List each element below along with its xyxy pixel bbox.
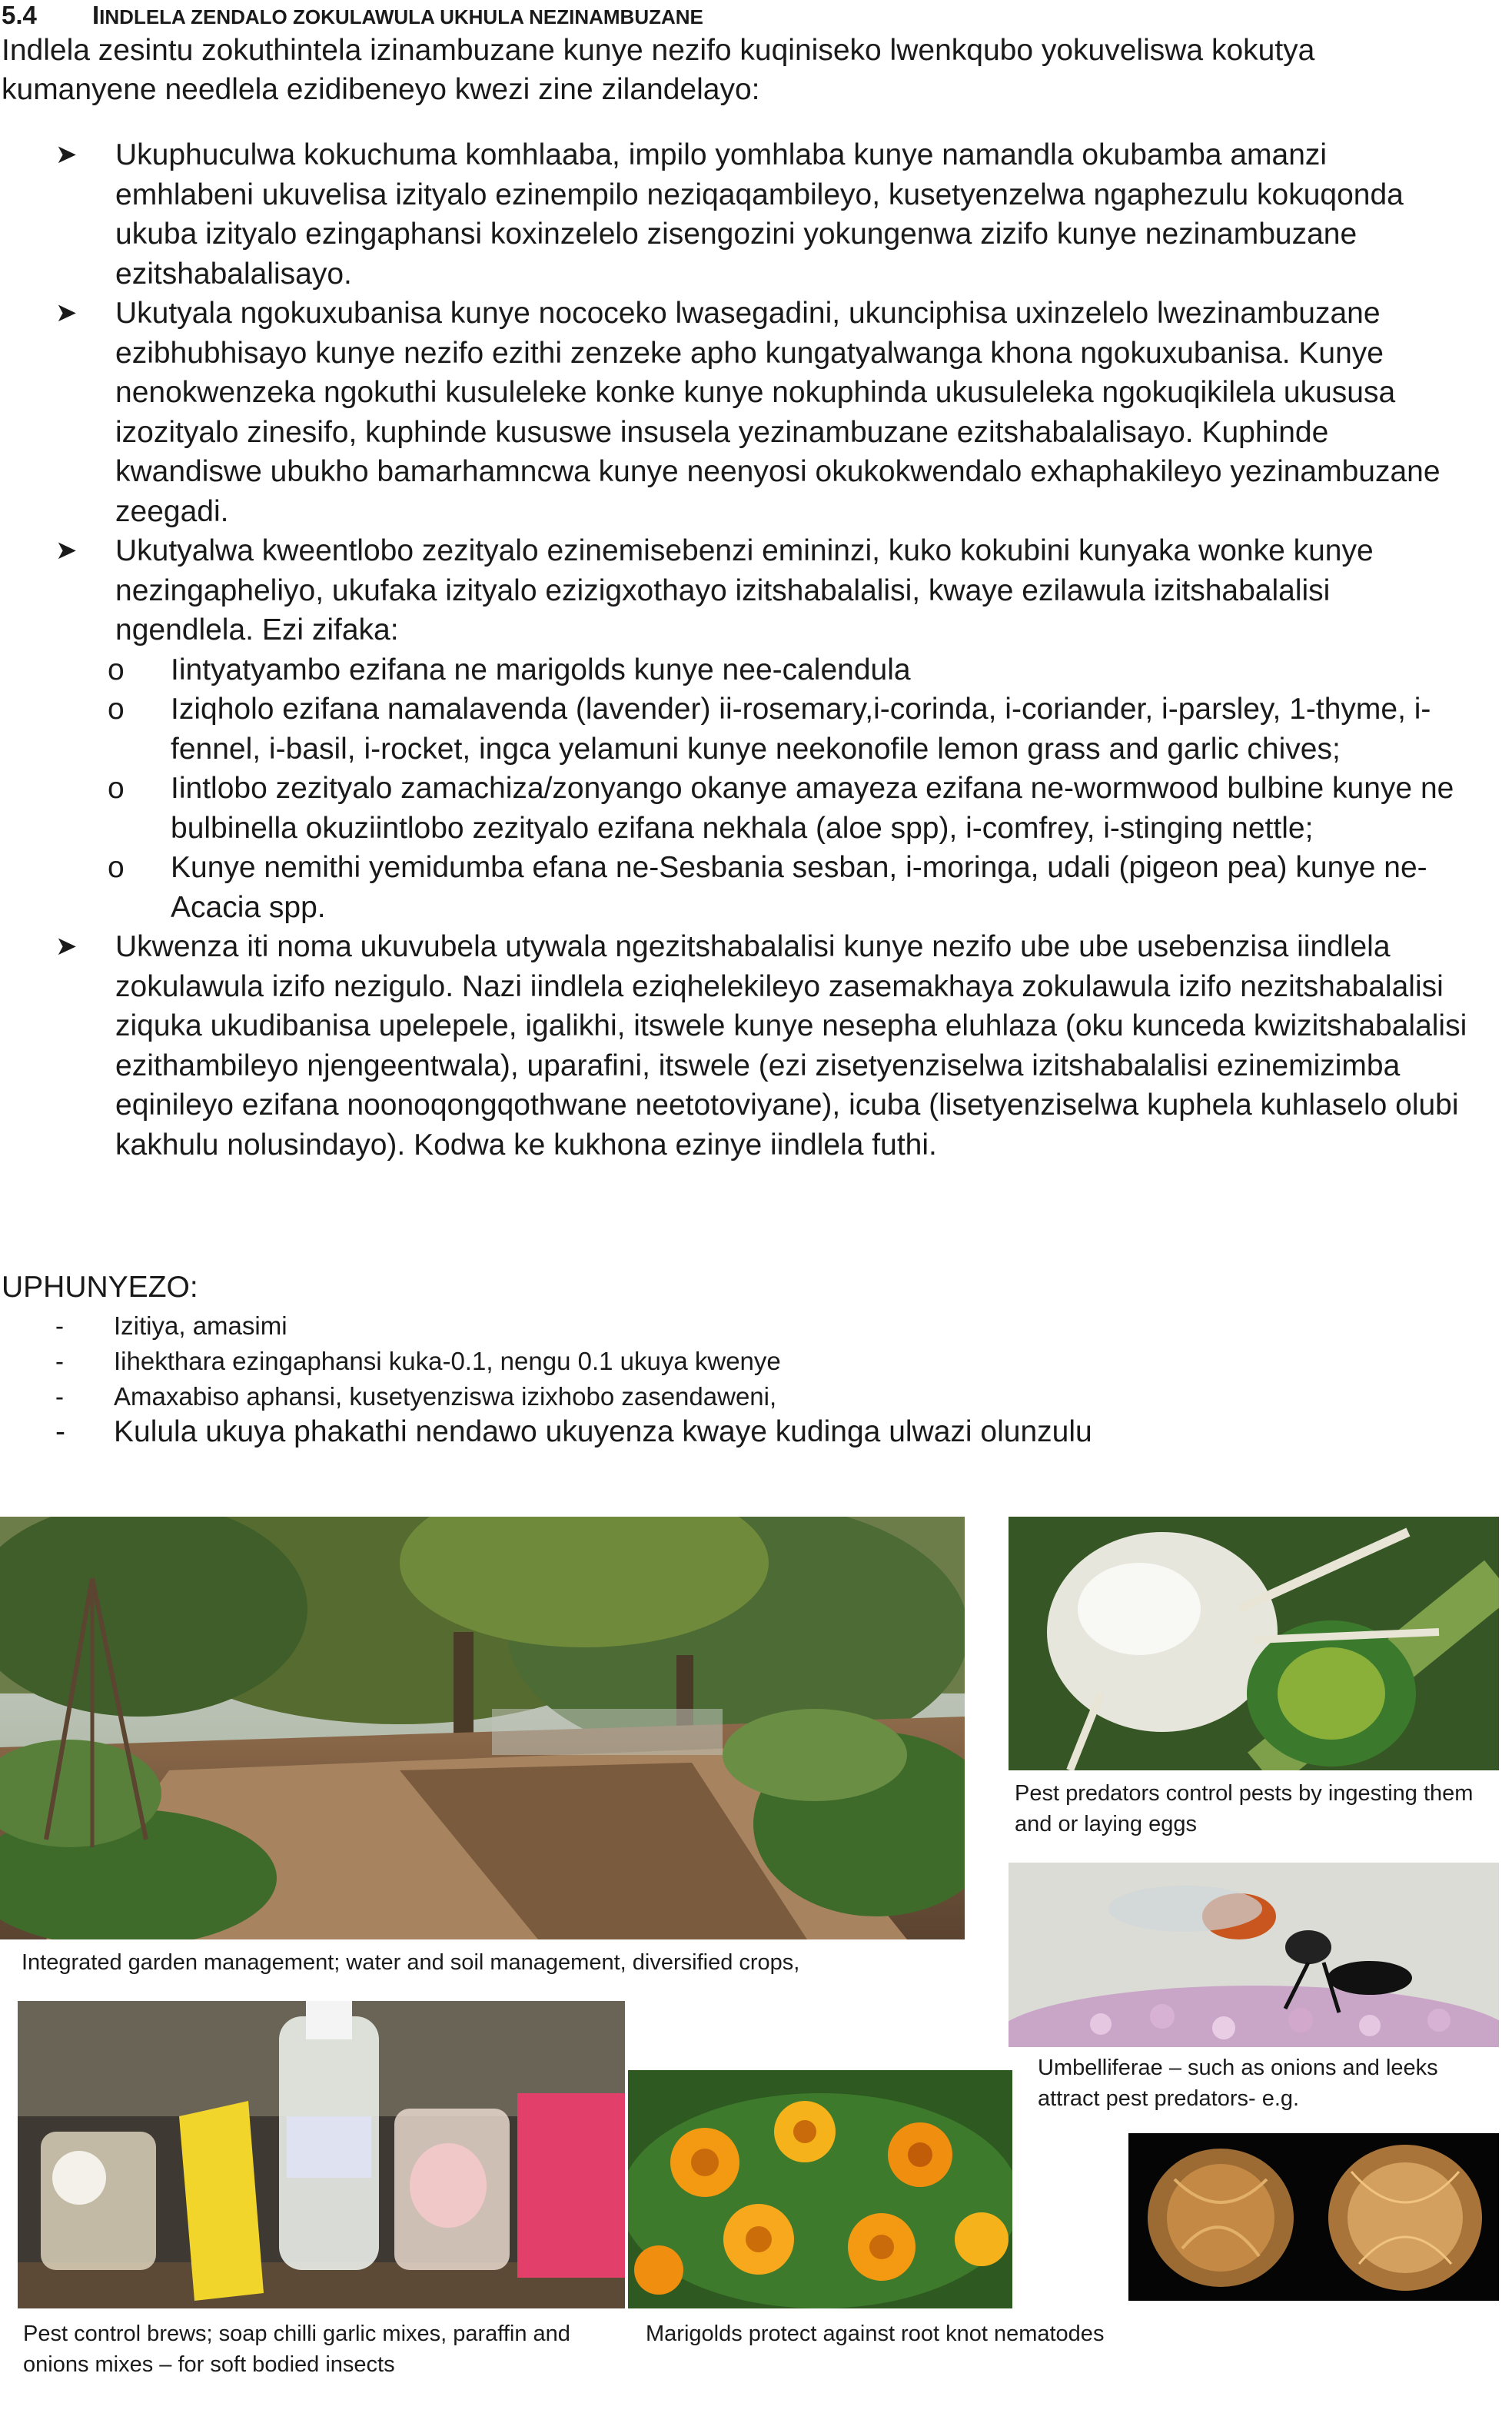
section-title-first-letter: I <box>92 1 100 29</box>
sub-bullet-marker: o <box>108 851 125 884</box>
bullet-item <box>55 531 1470 927</box>
brews-photo <box>18 2001 625 2308</box>
marigolds-photo <box>628 2070 1012 2308</box>
section-heading <box>2 0 703 32</box>
garden-caption: Integrated garden management; water and soil management, diversified crops, <box>22 1950 800 1975</box>
dash-marker: - <box>55 1347 64 1375</box>
roots-photo <box>1128 2133 1499 2301</box>
uphunyezo-item <box>55 1308 1362 1344</box>
uphunyezo-item <box>55 1414 1362 1450</box>
sub-bullet-item <box>55 769 1470 848</box>
sub-bullet-list <box>108 650 1470 928</box>
uphunyezo-text: Izitiya, amasimi <box>114 1311 287 1340</box>
uphunyezo-item <box>55 1344 1362 1379</box>
sub-bullet-text: Iintlobo zezityalo zamachiza/zonyango okanye amayeza ezifana ne-wormwood bulbine kunye ne bulbinella okuziintlobo zezityalo ezifana nekhala (aloe spp), i-comfrey, i-stinging nettle; <box>171 772 1454 845</box>
spider-photo <box>1009 1517 1499 1770</box>
marigolds-caption: Marigolds protect against root knot nematodes <box>646 2322 1105 2346</box>
uphunyezo-text: Iihekthara ezingaphansi kuka-0.1, nengu 0.1 ukuya kwenye <box>114 1347 781 1375</box>
sub-bullet-marker: o <box>108 693 125 726</box>
garden-photo <box>0 1517 965 1939</box>
sub-bullet-text: Iintyatyambo ezifana ne marigolds kunye nee-calendula <box>171 653 911 686</box>
uphunyezo-list <box>55 1308 1362 1450</box>
sub-bullet-item <box>55 690 1470 769</box>
bullet-text: Ukwenza iti noma ukuvubela utywala ngezitshabalalisi kunye nezifo ube ube usebenzisa iindlela zokulawula izifo nezigulo. Nazi iindlela eziqhelekileyo zasemakhaya zokulawula izifo nezitshabalalisi ziquka ukudibanisa upelepele, igalikhi, itswele kunye nesepha eluhlaza (oku kunceda kwizitshabalalisi ezithambileyo njengeentwala), uparafini, itswele (ezi zisetyenziselwa izitshabalalisi ezinemizimba eqinileyo ezifana noonoqongqothwane neetotoviyane), icuba (lisetyenziselwa kuphela kuhlaselo olubi kakhulu nolusindayo). Kodwa ke kukhona ezinye iindlela futhi. <box>115 930 1467 1162</box>
dash-marker: - <box>55 1415 65 1448</box>
uphunyezo-text: Amaxabiso aphansi, kusetyenziswa izixhobo zasendaweni, <box>114 1382 777 1411</box>
bullet-text: Ukutyalwa kweentlobo zezityalo ezinemisebenzi emininzi, kuko kokubini kunyaka wonke kunye nezingapheliyo, ukufaka izityalo ezizigxothayo izitshabalalisi, kwaye ezilawula izitshabalalisi ngendlela. Ezi zifaka: <box>115 534 1374 646</box>
arrow-bullet-icon: ➤ <box>55 932 78 961</box>
bullet-item <box>55 135 1470 294</box>
arrow-bullet-icon: ➤ <box>55 298 78 327</box>
arrow-bullet-icon: ➤ <box>55 536 78 565</box>
sub-bullet-text: Kunye nemithi yemidumba efana ne-Sesbania sesban, i-moringa, udali (pigeon pea) kunye ne-Acacia spp. <box>171 851 1427 924</box>
brews-caption: Pest control brews; soap chilli garlic mixes, paraffin and onions mixes – for soft bodied insects <box>23 2322 570 2377</box>
bullet-item <box>55 927 1470 1165</box>
main-bullet-list <box>55 135 1470 1165</box>
uphunyezo-text: Kulula ukuya phakathi nendawo ukuyenza kwaye kudinga ulwazi olunzulu <box>114 1415 1092 1448</box>
wasp-caption: Umbelliferae – such as onions and leeks attract pest predators- e.g. <box>1038 2056 1438 2111</box>
section-number: 5.4 <box>2 1 37 29</box>
uphunyezo-item <box>55 1379 1362 1414</box>
dash-marker: - <box>55 1382 64 1411</box>
arrow-bullet-icon: ➤ <box>55 140 78 169</box>
bullet-item <box>55 294 1470 531</box>
sub-bullet-marker: o <box>108 653 125 686</box>
dash-marker: - <box>55 1311 64 1340</box>
intro-paragraph: Indlela zesintu zokuthintela izinambuzane kunye nezifo kuqiniseko lwenkqubo yokuveliswa kokutya kumanyene needlela ezidibeneyo kwezi zine zilandelayo: <box>2 34 1315 106</box>
sub-bullet-item <box>55 848 1470 927</box>
sub-bullet-marker: o <box>108 772 125 805</box>
uphunyezo-title: UPHUNYEZO: <box>2 1271 198 1304</box>
bullet-text: Ukutyala ngokuxubanisa kunye nococeko lwasegadini, ukunciphisa uxinzelelo lwezinambuzane ezibhubhisayo kunye nezifo ezithi zenzeke apho kungatyalwanga khona ngokuxubanisa. Kunye nenokwenzeka ngokuthi kusuleleke konke kunye nokuphinda ukusuleleka ngokuqikilela ukususa izozityalo zinesifo, kuphinde kususwe insusela yezinambuzane ezitshabalalisayo. Kuphinde kwandiswe ubukho bamarhamncwa kunye neenyosi okukokwendalo exhaphakileyo yezinambuzane zeegadi. <box>115 297 1441 528</box>
section-title: INDLELA ZENDALO ZOKULAWULA UKHULA NEZINAMBUZANE <box>99 5 703 28</box>
wasp-photo <box>1009 1863 1499 2047</box>
sub-bullet-item <box>55 650 1470 690</box>
spider-caption: Pest predators control pests by ingesting them and or laying eggs <box>1015 1781 1474 1836</box>
sub-bullet-text: Iziqholo ezifana namalavenda (lavender) ii-rosemary,i-corinda, i-coriander, i-parsley, 1-thyme, i-fennel, i-basil, i-rocket, ingca yelamuni kunye neekonofile lemon grass and garlic chives; <box>171 693 1431 766</box>
bullet-text: Ukuphuculwa kokuchuma komhlaaba, impilo yomhlaba kunye namandla okubamba amanzi emhlabeni ukuvelisa izityalo ezinempilo neziqaqambileyo, kusetyenzelwa ngaphezulu kokuqonda ukuba izityalo ezingaphansi koxinzelelo zisengozini yokungenwa zizifo kunye nezinambuzane ezitshabalalisayo. <box>115 138 1404 291</box>
